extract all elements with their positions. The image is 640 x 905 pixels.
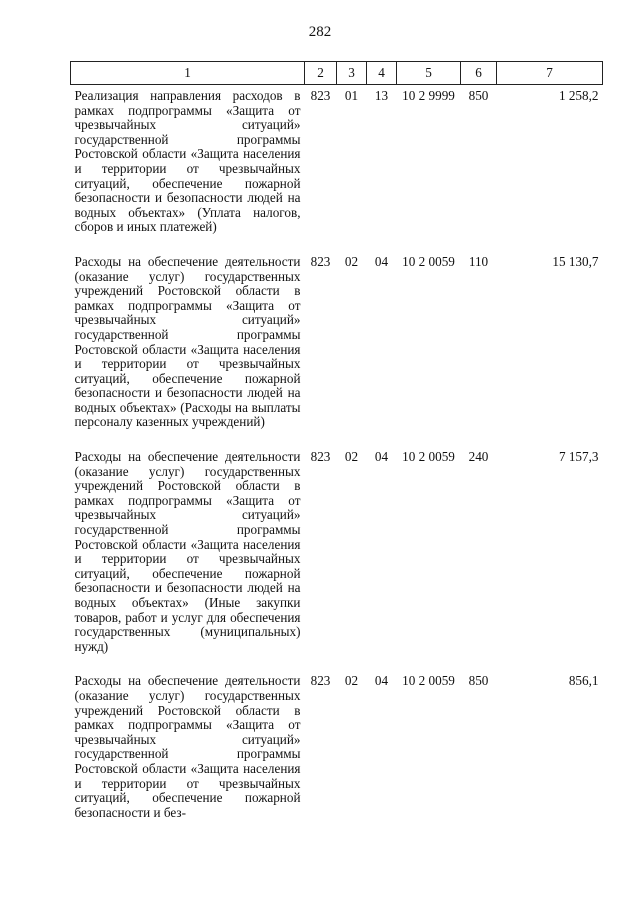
header-col-5: 5 [397, 62, 461, 85]
row-amount: 7 157,3 [558, 449, 599, 465]
row-description: Расходы на обеспечение деятельности (оказание услуг) государственных учреждений Ростовской области в рамках подпрограммы «Защита от чрезвычайных ситуаций» государственной программы Ростовской области «Защита населения и территории от чрезвычайных ситуаций, обеспечение пожарной безопасности и безопасности людей на водных объектах» (Расходы на выплаты персоналу казенных учреждений) [74, 253, 301, 430]
row-col-4: 13 [374, 88, 389, 103]
row-col-5: 10 2 0059 [402, 253, 455, 269]
row-col-5: 10 2 9999 [402, 88, 455, 103]
header-col-3: 3 [337, 62, 367, 85]
header-col-7: 7 [497, 62, 603, 85]
row-col-3: 02 [344, 253, 359, 269]
row-col-2: 823 [310, 253, 331, 269]
page-number: 282 [308, 24, 332, 40]
row-col-4: 04 [374, 449, 389, 465]
row-col-3: 02 [344, 673, 359, 689]
header-col-6: 6 [461, 62, 497, 85]
row-col-6: 110 [468, 253, 489, 269]
row-amount: 856,1 [568, 673, 599, 689]
table-row [71, 251, 603, 446]
row-amount: 15 130,7 [552, 253, 599, 269]
row-col-2: 823 [310, 673, 331, 689]
row-description: Реализация направления расходов в рамках подпрограммы «Защита от чрезвычайных ситуаций» государственной программы Ростовской области «Защита населения и территории от чрезвычайных ситуаций, обеспечение пожарной безопасности и безопасности людей на водных объектах» (Уплата налогов, сборов и иных платежей) [74, 88, 301, 235]
table-row [71, 446, 603, 670]
row-col-2: 823 [310, 88, 331, 103]
row-col-6: 240 [468, 449, 489, 465]
row-col-3: 02 [344, 449, 359, 465]
table-body [71, 85, 603, 837]
row-col-4: 04 [374, 253, 389, 269]
header-row [71, 62, 603, 85]
row-col-4: 04 [374, 673, 389, 689]
row-description: Расходы на обеспечение деятельности (оказание услуг) государственных учреждений Ростовской области в рамках подпрограммы «Защита от чрезвычайных ситуаций» государственной программы Ростовской области «Защита населения и территории от чрезвычайных ситуаций, обеспечение пожарной безопасности и без- [74, 673, 301, 820]
header-col-4: 4 [367, 62, 397, 85]
row-col-2: 823 [310, 449, 331, 465]
header-col-1: 1 [71, 62, 305, 85]
row-col-6: 850 [468, 673, 489, 689]
row-col-3: 01 [344, 88, 359, 103]
header-col-2: 2 [305, 62, 337, 85]
row-amount: 1 258,2 [558, 88, 599, 103]
budget-table [70, 61, 603, 836]
row-description: Расходы на обеспечение деятельности (оказание услуг) государственных учреждений Ростовской области в рамках подпрограммы «Защита от чрезвычайных ситуаций» государственной программы Ростовской области «Защита населения и территории от чрезвычайных ситуаций, обеспечение пожарной безопасности и безопасности людей на водных объектах» (Иные закупки товаров, работ и услуг для обеспечения государственных (муниципальных) нужд) [74, 449, 301, 654]
row-col-6: 850 [468, 88, 489, 103]
table-row [71, 85, 603, 251]
table-row [71, 670, 603, 836]
row-col-5: 10 2 0059 [402, 449, 455, 465]
table-header [71, 62, 603, 85]
row-col-5: 10 2 0059 [402, 673, 455, 689]
